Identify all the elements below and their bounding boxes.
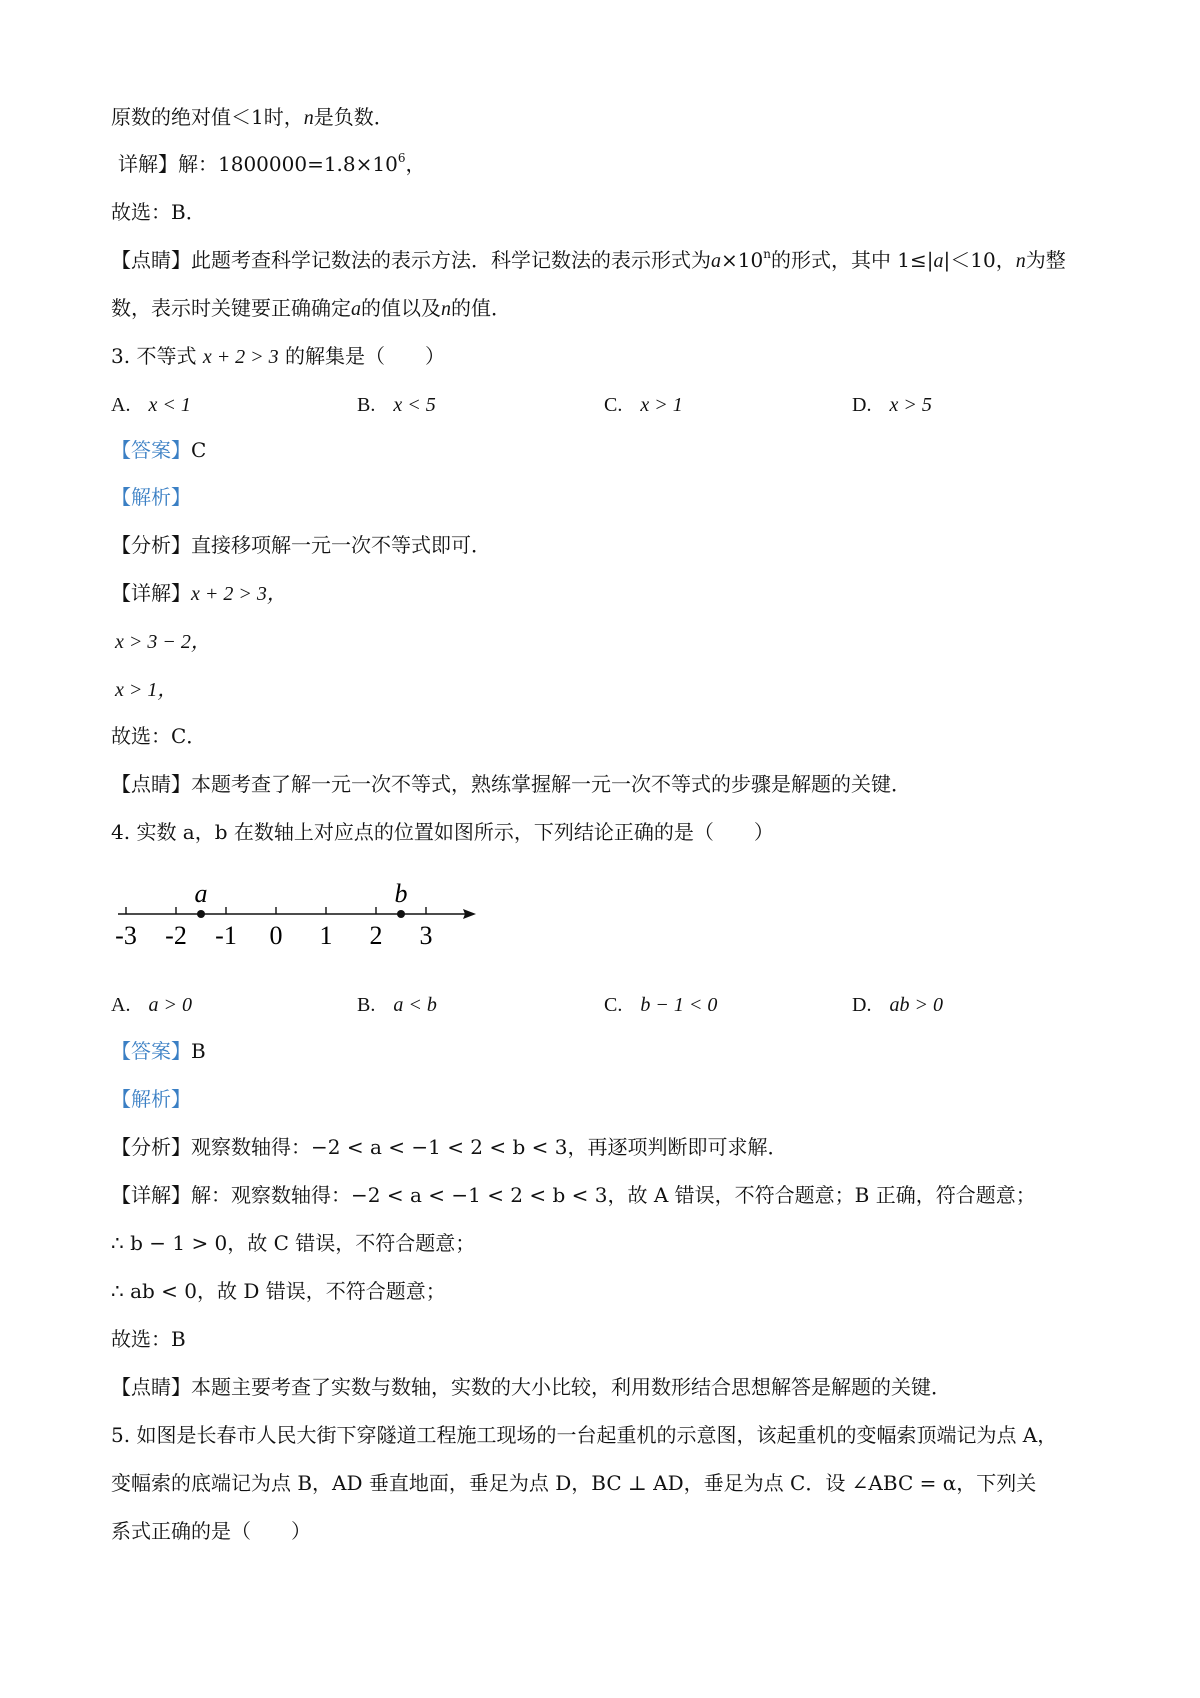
option-expression: x > 5 bbox=[889, 394, 932, 416]
q3-dianjing bbox=[111, 770, 911, 798]
text-span: 直接移项解一元一次不等式即可． bbox=[191, 533, 491, 557]
tag-fenxi: 【分析】 bbox=[111, 533, 191, 557]
text-span: 的形式，其中 1≤| bbox=[770, 248, 934, 272]
tag-answer: 【答案】 bbox=[111, 438, 191, 462]
option-expression: x < 1 bbox=[148, 394, 191, 416]
q4-option-c bbox=[604, 990, 717, 1019]
text-span: 原数的绝对值＜1时， bbox=[111, 105, 304, 129]
variable-a: a bbox=[933, 250, 944, 272]
option-expression: x > 1 bbox=[640, 394, 683, 416]
text-line bbox=[118, 150, 425, 178]
q3-xiangjie bbox=[111, 579, 287, 608]
text-span: ×10 bbox=[721, 248, 764, 272]
text-span: ∴ ab < 0，故 D 错误，不符合题意； bbox=[111, 1279, 446, 1303]
question-5-line-1 bbox=[111, 1421, 1057, 1449]
number-line-figure bbox=[108, 868, 488, 958]
text-span: 故选：B． bbox=[111, 200, 206, 224]
text-span: 3. 不等式 bbox=[111, 344, 197, 368]
tick-label: -1 bbox=[215, 921, 237, 950]
text-span: 系式正确的是（ ） bbox=[111, 1519, 311, 1543]
text-span: 详解】解：1800000=1.8×10 bbox=[118, 152, 398, 176]
q3-answer bbox=[111, 436, 206, 464]
q3-choice bbox=[111, 722, 206, 750]
text-span: 故选：B bbox=[111, 1327, 186, 1351]
text-line bbox=[111, 246, 1066, 275]
option-letter: B. bbox=[357, 994, 376, 1016]
tick-label: 0 bbox=[269, 921, 283, 950]
q4-step-2 bbox=[111, 1277, 446, 1305]
point-b-label: b bbox=[394, 879, 408, 908]
answer-value: C bbox=[191, 438, 207, 462]
q3-option-b bbox=[357, 390, 436, 419]
tag-fenxi: 【分析】 bbox=[111, 1135, 191, 1159]
text-line bbox=[111, 294, 511, 323]
option-expression: a < b bbox=[393, 994, 437, 1016]
text-span: 本题主要考查了实数与数轴，实数的大小比较，利用数形结合思想解答是解题的关键． bbox=[191, 1375, 951, 1399]
q4-xiangjie bbox=[111, 1181, 1036, 1209]
text-span: ∴ b − 1 > 0，故 C 错误，不符合题意； bbox=[111, 1231, 476, 1255]
text-span: 数，表示时关键要正确确定 bbox=[111, 296, 351, 320]
text-span: |＜10， bbox=[943, 248, 1016, 272]
text-span: 4. 实数 a，b 在数轴上对应点的位置如图所示，下列结论正确的是（ ） bbox=[111, 820, 774, 844]
question-3-stem bbox=[111, 342, 445, 371]
q3-step-1 bbox=[115, 627, 211, 656]
variable-n: n bbox=[441, 298, 451, 320]
math-expression: x + 2 > 3， bbox=[191, 583, 287, 605]
tick-label: -2 bbox=[165, 921, 187, 950]
option-expression: ab > 0 bbox=[889, 994, 943, 1016]
text-span: 为整 bbox=[1025, 248, 1066, 272]
option-letter: B. bbox=[357, 394, 376, 416]
answer-value: B bbox=[191, 1039, 206, 1063]
option-letter: C. bbox=[604, 994, 623, 1016]
q3-analysis-heading bbox=[111, 483, 191, 511]
text-span: 此题考查科学记数法的表示方法．科学记数法的表示形式为 bbox=[191, 248, 711, 272]
text-span: 变幅索的底端记为点 B，AD 垂直地面，垂足为点 D，BC ⊥ AD，垂足为点 C．设 ∠ABC = α，下列关 bbox=[111, 1471, 1037, 1495]
tag-xiangjie: 【详解】 bbox=[111, 1183, 191, 1207]
text-span: 是负数． bbox=[313, 105, 394, 129]
variable-n: n bbox=[303, 107, 314, 129]
question-5-line-3 bbox=[111, 1517, 311, 1545]
tag-dianjing: 【点睛】 bbox=[111, 1375, 191, 1399]
q3-option-d bbox=[852, 390, 932, 419]
point-a bbox=[197, 910, 205, 918]
option-expression: x < 5 bbox=[393, 394, 436, 416]
text-span: 解：观察数轴得：−2 < a < −1 < 2 < b < 3，故 A 错误，不符合题意；B 正确，符合题意； bbox=[191, 1183, 1036, 1207]
superscript: n bbox=[763, 247, 771, 261]
text-span: 本题考查了解一元一次不等式，熟练掌握解一元一次不等式的步骤是解题的关键． bbox=[191, 772, 911, 796]
text-line bbox=[111, 103, 394, 132]
question-5-line-2 bbox=[111, 1469, 1036, 1497]
q4-option-b bbox=[357, 990, 437, 1019]
text-span: 的值． bbox=[451, 296, 511, 320]
tag-dianjing: 【点睛】 bbox=[111, 772, 191, 796]
q4-analysis-heading bbox=[111, 1085, 191, 1113]
variable-a: a bbox=[711, 250, 721, 272]
option-letter: D. bbox=[852, 994, 872, 1016]
tick-label: -3 bbox=[115, 921, 137, 950]
q4-option-a bbox=[111, 990, 192, 1019]
text-span: 观察数轴得：−2 < a < −1 < 2 < b < 3，再逐项判断即可求解． bbox=[191, 1135, 788, 1159]
q4-fenxi bbox=[111, 1133, 788, 1161]
q3-fenxi bbox=[111, 531, 491, 559]
option-letter: C. bbox=[604, 394, 623, 416]
q4-answer bbox=[111, 1037, 206, 1065]
point-b bbox=[397, 910, 405, 918]
question-4-stem bbox=[111, 818, 774, 846]
text-span: 的值以及 bbox=[361, 296, 441, 320]
q3-step-2 bbox=[115, 675, 177, 704]
option-expression: a > 0 bbox=[148, 994, 192, 1016]
variable-a: a bbox=[351, 298, 361, 320]
tick-label: 3 bbox=[419, 921, 433, 950]
option-letter: D. bbox=[852, 394, 872, 416]
point-a-label: a bbox=[194, 879, 208, 908]
text-span: ， bbox=[405, 152, 426, 176]
tag-analysis: 【解析】 bbox=[111, 485, 191, 509]
variable-n: n bbox=[1015, 250, 1026, 272]
tick-label: 2 bbox=[369, 921, 383, 950]
q4-dianjing bbox=[111, 1373, 951, 1401]
math-expression: x > 3 − 2， bbox=[115, 631, 211, 653]
math-expression: x > 1， bbox=[115, 679, 178, 701]
q4-step-1 bbox=[111, 1229, 475, 1257]
tag-dianjing: 【点睛】 bbox=[111, 248, 191, 272]
option-letter: A. bbox=[111, 994, 131, 1016]
tag-analysis: 【解析】 bbox=[111, 1087, 191, 1111]
q4-option-d bbox=[852, 990, 943, 1019]
tag-answer: 【答案】 bbox=[111, 1039, 191, 1063]
q4-choice bbox=[111, 1325, 186, 1353]
option-expression: b − 1 < 0 bbox=[640, 994, 718, 1016]
math-expression: x + 2 > 3 bbox=[202, 346, 279, 368]
text-span: 5. 如图是长春市人民大街下穿隧道工程施工现场的一台起重机的示意图，该起重机的变幅索顶端记为点 A， bbox=[111, 1423, 1058, 1447]
option-letter: A. bbox=[111, 394, 131, 416]
tick-label: 1 bbox=[319, 921, 333, 950]
text-line bbox=[111, 198, 206, 226]
q3-option-a bbox=[111, 390, 191, 419]
q3-option-c bbox=[604, 390, 683, 419]
superscript: 6 bbox=[397, 151, 406, 165]
text-span: 的解集是（ ） bbox=[285, 344, 446, 368]
text-span: 故选：C． bbox=[111, 724, 207, 748]
tag-xiangjie: 【详解】 bbox=[111, 581, 191, 605]
